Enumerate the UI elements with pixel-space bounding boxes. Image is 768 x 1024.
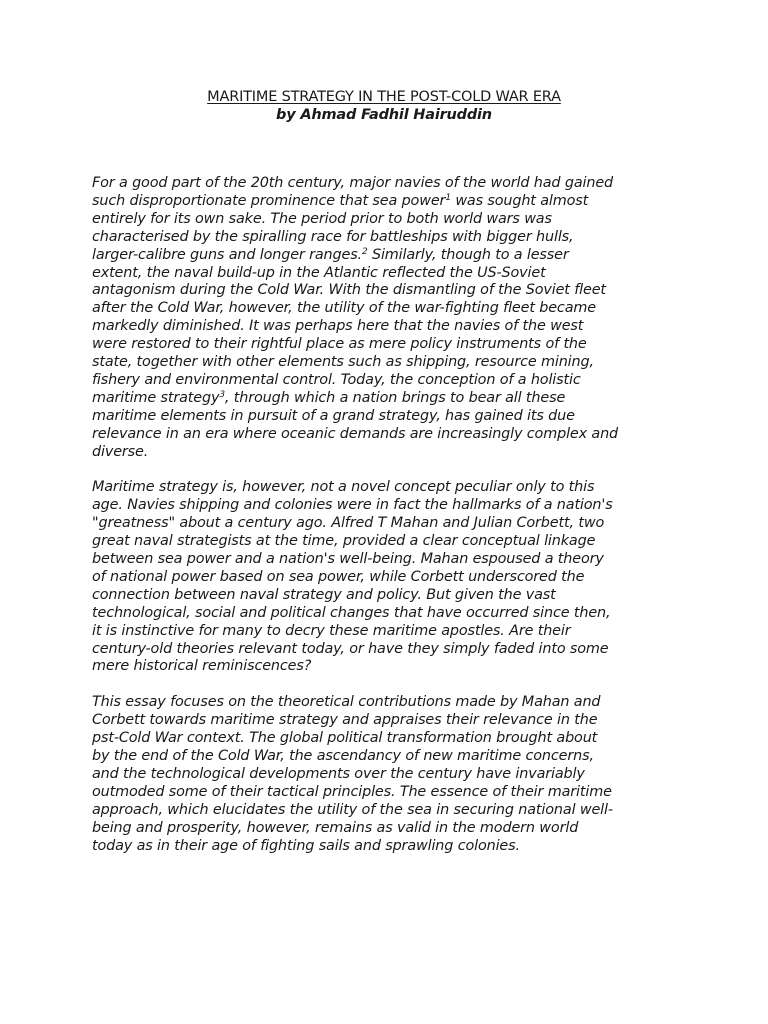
text-segment: , through which a nation brings to bear all these (224, 389, 566, 406)
document-title: MARITIME STRATEGY IN THE POST-COLD WAR ERA (207, 89, 561, 105)
text-line (92, 390, 682, 408)
text-line (92, 265, 682, 283)
text-segment: fishery and environmental control. Today, the conception of a holistic (92, 371, 581, 388)
text-segment: larger-calibre guns and longer ranges. (92, 246, 362, 263)
text-line (92, 569, 682, 587)
text-segment: being and prosperity, however, remains as valid in the modern world (92, 819, 579, 836)
text-line (92, 533, 682, 551)
text-line (92, 712, 682, 730)
text-segment: by the end of the Cold War, the ascendancy of new maritime concerns, (92, 747, 594, 764)
text-segment: pst-Cold War context. The global political transformation brought about (92, 730, 598, 747)
text-line (92, 211, 682, 229)
text-line (92, 282, 682, 300)
text-segment: great naval strategists at the time, provided a clear conceptual linkage (92, 533, 596, 550)
footnote-marker: 3 (219, 389, 225, 400)
footnote-marker: 1 (445, 192, 451, 203)
text-line (92, 479, 682, 497)
text-line (92, 408, 682, 426)
text-segment: and the technological developments over the century have invariably (92, 765, 585, 782)
footnote-marker: 2 (361, 246, 368, 257)
text-segment: was sought almost (450, 192, 589, 209)
text-segment: between sea power and a nation's well-being. Mahan espoused a theory (92, 551, 604, 568)
text-line (92, 497, 682, 515)
text-line (92, 193, 682, 211)
document-body (92, 175, 682, 873)
text-line (92, 605, 682, 623)
text-segment: characterised by the spiralling race for battleships with bigger hulls, (92, 228, 574, 245)
text-line (92, 336, 682, 354)
document-byline: by Ahmad Fadhil Hairuddin (276, 107, 492, 123)
body-paragraph (92, 479, 682, 676)
text-line (92, 318, 682, 336)
text-line (92, 175, 682, 193)
text-segment: approach, which elucidates the utility of the sea in securing national well- (92, 801, 613, 818)
text-segment: century-old theories relevant today, or have they simply faded into some (92, 640, 609, 657)
text-line (92, 372, 682, 390)
text-segment: after the Cold War, however, the utility of the war-fighting fleet became (92, 300, 596, 317)
text-segment: such disproportionate prominence that sea power (92, 192, 446, 209)
text-segment: state, together with other elements such as shipping, resource mining, (92, 354, 594, 371)
text-segment: markedly diminished. It was perhaps here that the navies of the west (92, 318, 584, 335)
text-line (92, 730, 682, 748)
text-segment: today as in their age of fighting sails and sprawling colonies. (92, 837, 520, 854)
text-line (92, 515, 682, 533)
text-line (92, 551, 682, 569)
text-segment: technological, social and political changes that have occurred since then, (92, 604, 611, 621)
text-line (92, 820, 682, 838)
text-line (92, 623, 682, 641)
text-line (92, 354, 682, 372)
body-paragraph (92, 175, 682, 462)
text-segment: antagonism during the Cold War. With the dismantling of the Soviet fleet (92, 282, 606, 299)
text-line (92, 229, 682, 247)
text-segment: entirely for its own sake. The period prior to both world wars was (92, 210, 552, 227)
text-segment: maritime elements in pursuit of a grand strategy, has gained its due (92, 407, 575, 424)
text-segment: mere historical reminiscences? (92, 658, 312, 675)
text-line (92, 838, 682, 856)
text-segment: Corbett towards maritime strategy and appraises their relevance in the (92, 712, 598, 729)
text-line (92, 444, 682, 462)
text-line (92, 300, 682, 318)
text-line (92, 784, 682, 802)
text-segment: relevance in an era where oceanic demands are increasingly complex and (92, 425, 619, 442)
text-segment: Similarly, though to a lesser (367, 246, 569, 263)
text-segment: extent, the naval build-up in the Atlantic reflected the US-Soviet (92, 264, 546, 281)
text-segment: age. Navies shipping and colonies were in fact the hallmarks of a nation's (92, 497, 613, 514)
text-line (92, 247, 682, 265)
text-segment: For a good part of the 20th century, major navies of the world had gained (92, 175, 614, 191)
text-line (92, 748, 682, 766)
text-segment: Maritime strategy is, however, not a novel concept peculiar only to this (92, 479, 595, 496)
text-line (92, 694, 682, 712)
text-segment: maritime strategy (92, 389, 220, 406)
text-segment: "greatness" about a century ago. Alfred T Mahan and Julian Corbett, two (92, 515, 605, 532)
text-line (92, 658, 682, 676)
text-segment: outmoded some of their tactical principles. The essence of their maritime (92, 783, 612, 800)
text-segment: it is instinctive for many to decry these maritime apostles. Are their (92, 622, 571, 639)
text-segment: connection between naval strategy and policy. But given the vast (92, 586, 556, 603)
text-segment: were restored to their rightful place as mere policy instruments of the (92, 336, 587, 353)
body-paragraph (92, 694, 682, 855)
text-line (92, 641, 682, 659)
text-segment: of national power based on sea power, while Corbett underscored the (92, 568, 585, 585)
text-line (92, 766, 682, 784)
text-line (92, 587, 682, 605)
text-line (92, 426, 682, 444)
text-segment: This essay focuses on the theoretical contributions made by Mahan and (92, 694, 601, 711)
text-segment: diverse. (92, 443, 149, 460)
text-line (92, 802, 682, 820)
